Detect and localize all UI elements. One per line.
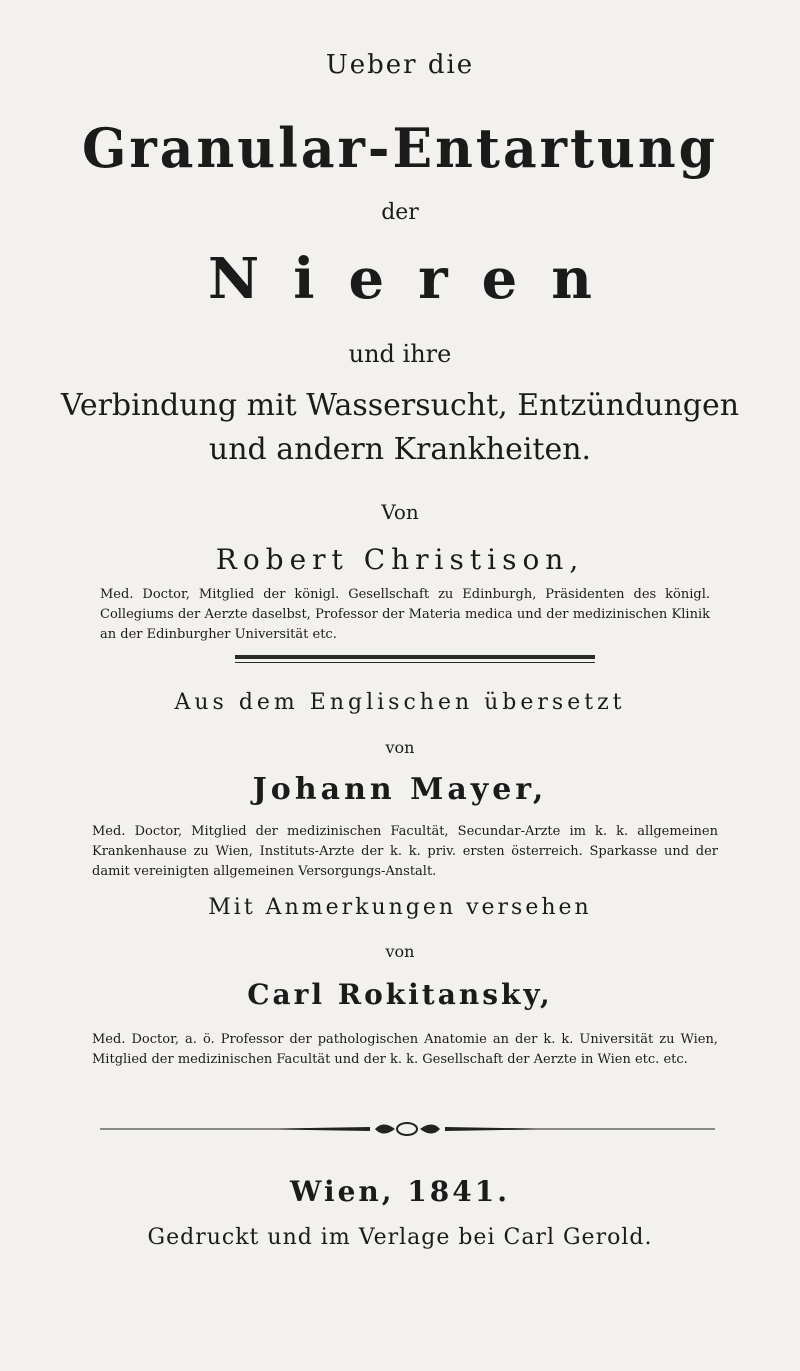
decorative-rule-icon: [100, 1120, 715, 1138]
annotations-line: Mit Anmerkungen versehen: [208, 895, 592, 920]
annotator-by-label: von: [385, 942, 415, 961]
subtitle-line-2: und andern Krankheiten.: [208, 432, 592, 467]
author-description: Med. Doctor, Mitglied der königl. Gesellschaft zu Edinburgh, Präsidenten des königl. Collegiums der Aerzte daselbst, Professor der Materia medica und der medizinischen Klinik an der Edinburgher Universität etc.: [100, 587, 710, 642]
subject-title: Nieren: [208, 246, 626, 312]
article-der: der: [381, 200, 419, 225]
by-label: Von: [381, 500, 419, 524]
conjunction-line: und ihre: [348, 340, 452, 368]
translator-name: Johann Mayer,: [252, 772, 548, 807]
imprint: Gedruckt und im Verlage bei Carl Gerold.: [147, 1225, 653, 1250]
author-name: Robert Christison,: [215, 543, 585, 576]
annotator-description: Med. Doctor, a. ö. Professor der pathologischen Anatomie an der k. k. Universität zu Wien, Mitglied der medizinischen Facultät und der k. k. Gesellschaft der Aerzte in Wien etc. etc.: [92, 1032, 718, 1067]
translated-line: Aus dem Englischen übersetzt: [174, 690, 626, 715]
main-title: Granular-Entartung: [81, 116, 719, 181]
place-year: Wien, 1841.: [290, 1175, 510, 1208]
annotator-name: Carl Rokitansky,: [247, 978, 553, 1011]
pre-title: Ueber die: [325, 50, 475, 80]
translator-by-label: von: [385, 738, 415, 757]
double-rule-divider: [235, 655, 595, 659]
subtitle-line-1: Verbindung mit Wassersucht, Entzündungen: [60, 388, 740, 423]
translator-description: Med. Doctor, Mitglied der medizinischen Facultät, Secundar-Arzte im k. k. allgemeinen Krankenhause zu Wien, Instituts-Arzte der k. k. priv. ersten österreich. Sparkasse und der damit vereinigten allgemeinen Versorgungs-Anstalt.: [92, 824, 718, 879]
